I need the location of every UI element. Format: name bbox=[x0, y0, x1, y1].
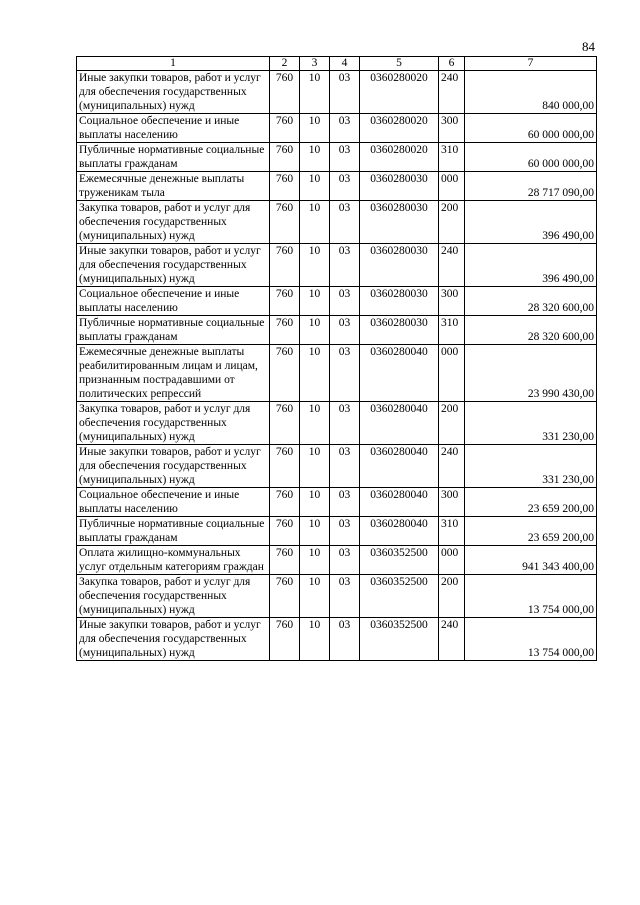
table-row bbox=[77, 345, 597, 402]
section-cell: 10 bbox=[300, 201, 330, 244]
header-row bbox=[77, 57, 597, 71]
subsection-cell: 03 bbox=[330, 402, 360, 445]
admin-code-cell: 760 bbox=[270, 71, 300, 114]
item-name-cell: Публичные нормативные социальные выплаты гражданам bbox=[77, 316, 270, 345]
table-row bbox=[77, 488, 597, 517]
section-cell: 10 bbox=[300, 517, 330, 546]
item-name-cell: Ежемесячные денежные выплаты реабилитированным лицам и лицам, признанным пострадавшими от политических репрессий bbox=[77, 345, 270, 402]
table-row bbox=[77, 445, 597, 488]
target-article-cell: 0360280040 bbox=[360, 445, 439, 488]
expense-type-cell: 200 bbox=[439, 201, 465, 244]
subsection-cell: 03 bbox=[330, 201, 360, 244]
item-name-cell: Иные закупки товаров, работ и услуг для обеспечения государственных (муниципальных) нужд bbox=[77, 71, 270, 114]
admin-code-cell: 760 bbox=[270, 201, 300, 244]
amount-cell: 396 490,00 bbox=[465, 201, 597, 244]
amount-cell: 23 990 430,00 bbox=[465, 345, 597, 402]
table-row bbox=[77, 244, 597, 287]
subsection-cell: 03 bbox=[330, 445, 360, 488]
subsection-cell: 03 bbox=[330, 316, 360, 345]
subsection-cell: 03 bbox=[330, 618, 360, 661]
subsection-cell: 03 bbox=[330, 517, 360, 546]
target-article-cell: 0360280020 bbox=[360, 143, 439, 172]
amount-cell: 396 490,00 bbox=[465, 244, 597, 287]
table-row bbox=[77, 402, 597, 445]
column-header-7: 7 bbox=[465, 57, 597, 71]
column-header-4: 4 bbox=[330, 57, 360, 71]
section-cell: 10 bbox=[300, 71, 330, 114]
amount-cell: 23 659 200,00 bbox=[465, 488, 597, 517]
column-header-3: 3 bbox=[300, 57, 330, 71]
item-name-cell: Социальное обеспечение и иные выплаты населению bbox=[77, 488, 270, 517]
expense-type-cell: 000 bbox=[439, 345, 465, 402]
subsection-cell: 03 bbox=[330, 244, 360, 287]
table-row bbox=[77, 71, 597, 114]
expense-type-cell: 300 bbox=[439, 287, 465, 316]
admin-code-cell: 760 bbox=[270, 618, 300, 661]
section-cell: 10 bbox=[300, 546, 330, 575]
expense-type-cell: 300 bbox=[439, 488, 465, 517]
section-cell: 10 bbox=[300, 143, 330, 172]
expense-type-cell: 310 bbox=[439, 316, 465, 345]
admin-code-cell: 760 bbox=[270, 172, 300, 201]
admin-code-cell: 760 bbox=[270, 575, 300, 618]
table-row bbox=[77, 143, 597, 172]
section-cell: 10 bbox=[300, 618, 330, 661]
section-cell: 10 bbox=[300, 575, 330, 618]
table-row bbox=[77, 201, 597, 244]
subsection-cell: 03 bbox=[330, 546, 360, 575]
target-article-cell: 0360280030 bbox=[360, 316, 439, 345]
admin-code-cell: 760 bbox=[270, 445, 300, 488]
target-article-cell: 0360280040 bbox=[360, 517, 439, 546]
admin-code-cell: 760 bbox=[270, 287, 300, 316]
item-name-cell: Иные закупки товаров, работ и услуг для обеспечения государственных (муниципальных) нужд bbox=[77, 445, 270, 488]
item-name-cell: Ежемесячные денежные выплаты труженикам тыла bbox=[77, 172, 270, 201]
column-header-5: 5 bbox=[360, 57, 439, 71]
amount-cell: 331 230,00 bbox=[465, 445, 597, 488]
table-row bbox=[77, 114, 597, 143]
column-header-2: 2 bbox=[270, 57, 300, 71]
target-article-cell: 0360280030 bbox=[360, 172, 439, 201]
admin-code-cell: 760 bbox=[270, 488, 300, 517]
expense-type-cell: 000 bbox=[439, 172, 465, 201]
item-name-cell: Оплата жилищно-коммунальных услуг отдельным категориям граждан bbox=[77, 546, 270, 575]
expense-type-cell: 310 bbox=[439, 517, 465, 546]
page-number: 84 bbox=[582, 39, 595, 54]
table-row bbox=[77, 618, 597, 661]
subsection-cell: 03 bbox=[330, 287, 360, 316]
subsection-cell: 03 bbox=[330, 71, 360, 114]
expense-type-cell: 240 bbox=[439, 244, 465, 287]
item-name-cell: Публичные нормативные социальные выплаты гражданам bbox=[77, 143, 270, 172]
subsection-cell: 03 bbox=[330, 575, 360, 618]
target-article-cell: 0360280030 bbox=[360, 201, 439, 244]
admin-code-cell: 760 bbox=[270, 143, 300, 172]
subsection-cell: 03 bbox=[330, 143, 360, 172]
item-name-cell: Закупка товаров, работ и услуг для обеспечения государственных (муниципальных) нужд bbox=[77, 402, 270, 445]
target-article-cell: 0360280020 bbox=[360, 71, 439, 114]
admin-code-cell: 760 bbox=[270, 316, 300, 345]
amount-cell: 941 343 400,00 bbox=[465, 546, 597, 575]
amount-cell: 13 754 000,00 bbox=[465, 575, 597, 618]
admin-code-cell: 760 bbox=[270, 345, 300, 402]
admin-code-cell: 760 bbox=[270, 517, 300, 546]
amount-cell: 28 717 090,00 bbox=[465, 172, 597, 201]
table-row bbox=[77, 546, 597, 575]
item-name-cell: Закупка товаров, работ и услуг для обеспечения государственных (муниципальных) нужд bbox=[77, 201, 270, 244]
table-row bbox=[77, 172, 597, 201]
section-cell: 10 bbox=[300, 316, 330, 345]
subsection-cell: 03 bbox=[330, 114, 360, 143]
amount-cell: 28 320 600,00 bbox=[465, 316, 597, 345]
expense-type-cell: 200 bbox=[439, 575, 465, 618]
section-cell: 10 bbox=[300, 345, 330, 402]
section-cell: 10 bbox=[300, 445, 330, 488]
target-article-cell: 0360352500 bbox=[360, 575, 439, 618]
target-article-cell: 0360280040 bbox=[360, 402, 439, 445]
column-header-6: 6 bbox=[439, 57, 465, 71]
amount-cell: 840 000,00 bbox=[465, 71, 597, 114]
table-row bbox=[77, 517, 597, 546]
target-article-cell: 0360352500 bbox=[360, 618, 439, 661]
admin-code-cell: 760 bbox=[270, 546, 300, 575]
target-article-cell: 0360280040 bbox=[360, 345, 439, 402]
subsection-cell: 03 bbox=[330, 172, 360, 201]
item-name-cell: Социальное обеспечение и иные выплаты населению bbox=[77, 114, 270, 143]
expense-type-cell: 200 bbox=[439, 402, 465, 445]
amount-cell: 23 659 200,00 bbox=[465, 517, 597, 546]
item-name-cell: Закупка товаров, работ и услуг для обеспечения государственных (муниципальных) нужд bbox=[77, 575, 270, 618]
section-cell: 10 bbox=[300, 114, 330, 143]
column-header-1: 1 bbox=[77, 57, 270, 71]
admin-code-cell: 760 bbox=[270, 402, 300, 445]
section-cell: 10 bbox=[300, 402, 330, 445]
amount-cell: 331 230,00 bbox=[465, 402, 597, 445]
admin-code-cell: 760 bbox=[270, 114, 300, 143]
item-name-cell: Социальное обеспечение и иные выплаты населению bbox=[77, 287, 270, 316]
amount-cell: 28 320 600,00 bbox=[465, 287, 597, 316]
budget-table bbox=[76, 56, 597, 661]
target-article-cell: 0360280030 bbox=[360, 287, 439, 316]
expense-type-cell: 000 bbox=[439, 546, 465, 575]
target-article-cell: 0360280040 bbox=[360, 488, 439, 517]
amount-cell: 60 000 000,00 bbox=[465, 143, 597, 172]
item-name-cell: Публичные нормативные социальные выплаты гражданам bbox=[77, 517, 270, 546]
admin-code-cell: 760 bbox=[270, 244, 300, 287]
expense-type-cell: 240 bbox=[439, 71, 465, 114]
target-article-cell: 0360280030 bbox=[360, 244, 439, 287]
section-cell: 10 bbox=[300, 244, 330, 287]
item-name-cell: Иные закупки товаров, работ и услуг для обеспечения государственных (муниципальных) нужд bbox=[77, 244, 270, 287]
target-article-cell: 0360280020 bbox=[360, 114, 439, 143]
table-row bbox=[77, 316, 597, 345]
section-cell: 10 bbox=[300, 172, 330, 201]
section-cell: 10 bbox=[300, 488, 330, 517]
amount-cell: 13 754 000,00 bbox=[465, 618, 597, 661]
expense-type-cell: 310 bbox=[439, 143, 465, 172]
expense-type-cell: 240 bbox=[439, 445, 465, 488]
subsection-cell: 03 bbox=[330, 488, 360, 517]
expense-type-cell: 240 bbox=[439, 618, 465, 661]
item-name-cell: Иные закупки товаров, работ и услуг для обеспечения государственных (муниципальных) нужд bbox=[77, 618, 270, 661]
table-row bbox=[77, 287, 597, 316]
expense-type-cell: 300 bbox=[439, 114, 465, 143]
amount-cell: 60 000 000,00 bbox=[465, 114, 597, 143]
table-row bbox=[77, 575, 597, 618]
subsection-cell: 03 bbox=[330, 345, 360, 402]
target-article-cell: 0360352500 bbox=[360, 546, 439, 575]
section-cell: 10 bbox=[300, 287, 330, 316]
